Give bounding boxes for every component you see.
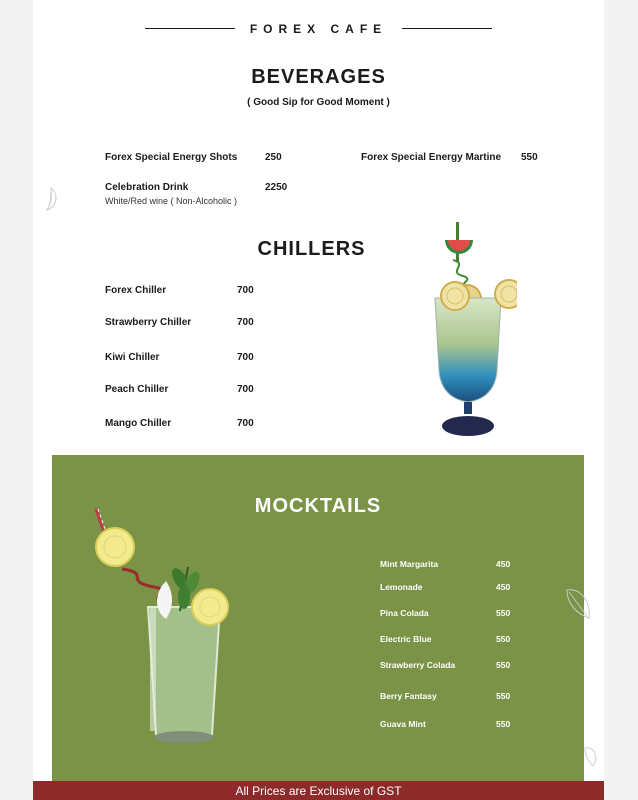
mocktail-item-name: Berry Fantasy [380,691,437,701]
mocktail-item-name: Strawberry Colada [380,660,456,670]
mocktail-item-price: 550 [496,660,511,670]
mocktail-item-price: 550 [496,719,511,729]
beverage-item-price: 250 [265,152,282,163]
chiller-item-name: Strawberry Chiller [105,317,192,328]
beverage-item-name: Forex Special Energy Shots [105,152,238,163]
chiller-glass-image [417,220,517,442]
beverage-item-price: 550 [521,152,538,163]
beverage-item-price: 2250 [265,182,288,193]
mocktails-panel [52,455,584,781]
mocktail-item-name: Lemonade [380,582,423,592]
mocktail-item-name: Guava Mint [380,719,426,729]
leaf-doodle-icon [581,744,601,768]
brand-name: FOREX CAFE [249,22,388,36]
chiller-item-name: Mango Chiller [105,418,172,429]
chiller-item-price: 700 [237,418,254,429]
mocktail-item-name: Electric Blue [380,634,432,644]
chiller-item-name: Peach Chiller [105,384,169,395]
leaf-doodle-icon [561,584,595,624]
chiller-item-price: 700 [237,384,254,395]
mocktail-item-price: 450 [496,582,511,592]
beverages-title: BEVERAGES [251,66,386,88]
chiller-item-price: 700 [237,317,254,328]
gst-footer: All Prices are Exclusive of GST [33,781,604,800]
chiller-item-price: 700 [237,285,254,296]
mocktails-title: MOCKTAILS [254,495,382,517]
beverage-item-name: Celebration Drink [105,182,189,193]
mocktail-item-price: 550 [496,691,511,701]
mocktail-item-name: Pina Colada [380,608,429,618]
mocktail-item-name: Mint Margarita [380,559,439,569]
beverage-item-name: Forex Special Energy Martine [361,152,502,163]
mocktail-glass-image [92,507,232,751]
mocktail-item-price: 550 [496,608,511,618]
chiller-item-name: Kiwi Chiller [105,352,160,363]
leaf-doodle-icon [41,186,61,212]
beverage-item-note: White/Red wine ( Non-Alcoholic ) [105,196,238,206]
chiller-item-name: Forex Chiller [105,285,167,296]
chiller-item-price: 700 [237,352,254,363]
watermelon-garnish-icon [445,240,473,254]
beverages-tagline: ( Good Sip for Good Moment ) [247,97,390,108]
chillers-title: CHILLERS [257,238,366,260]
menu-page [33,0,604,800]
mocktail-item-price: 450 [496,559,511,569]
mocktail-item-price: 550 [496,634,511,644]
